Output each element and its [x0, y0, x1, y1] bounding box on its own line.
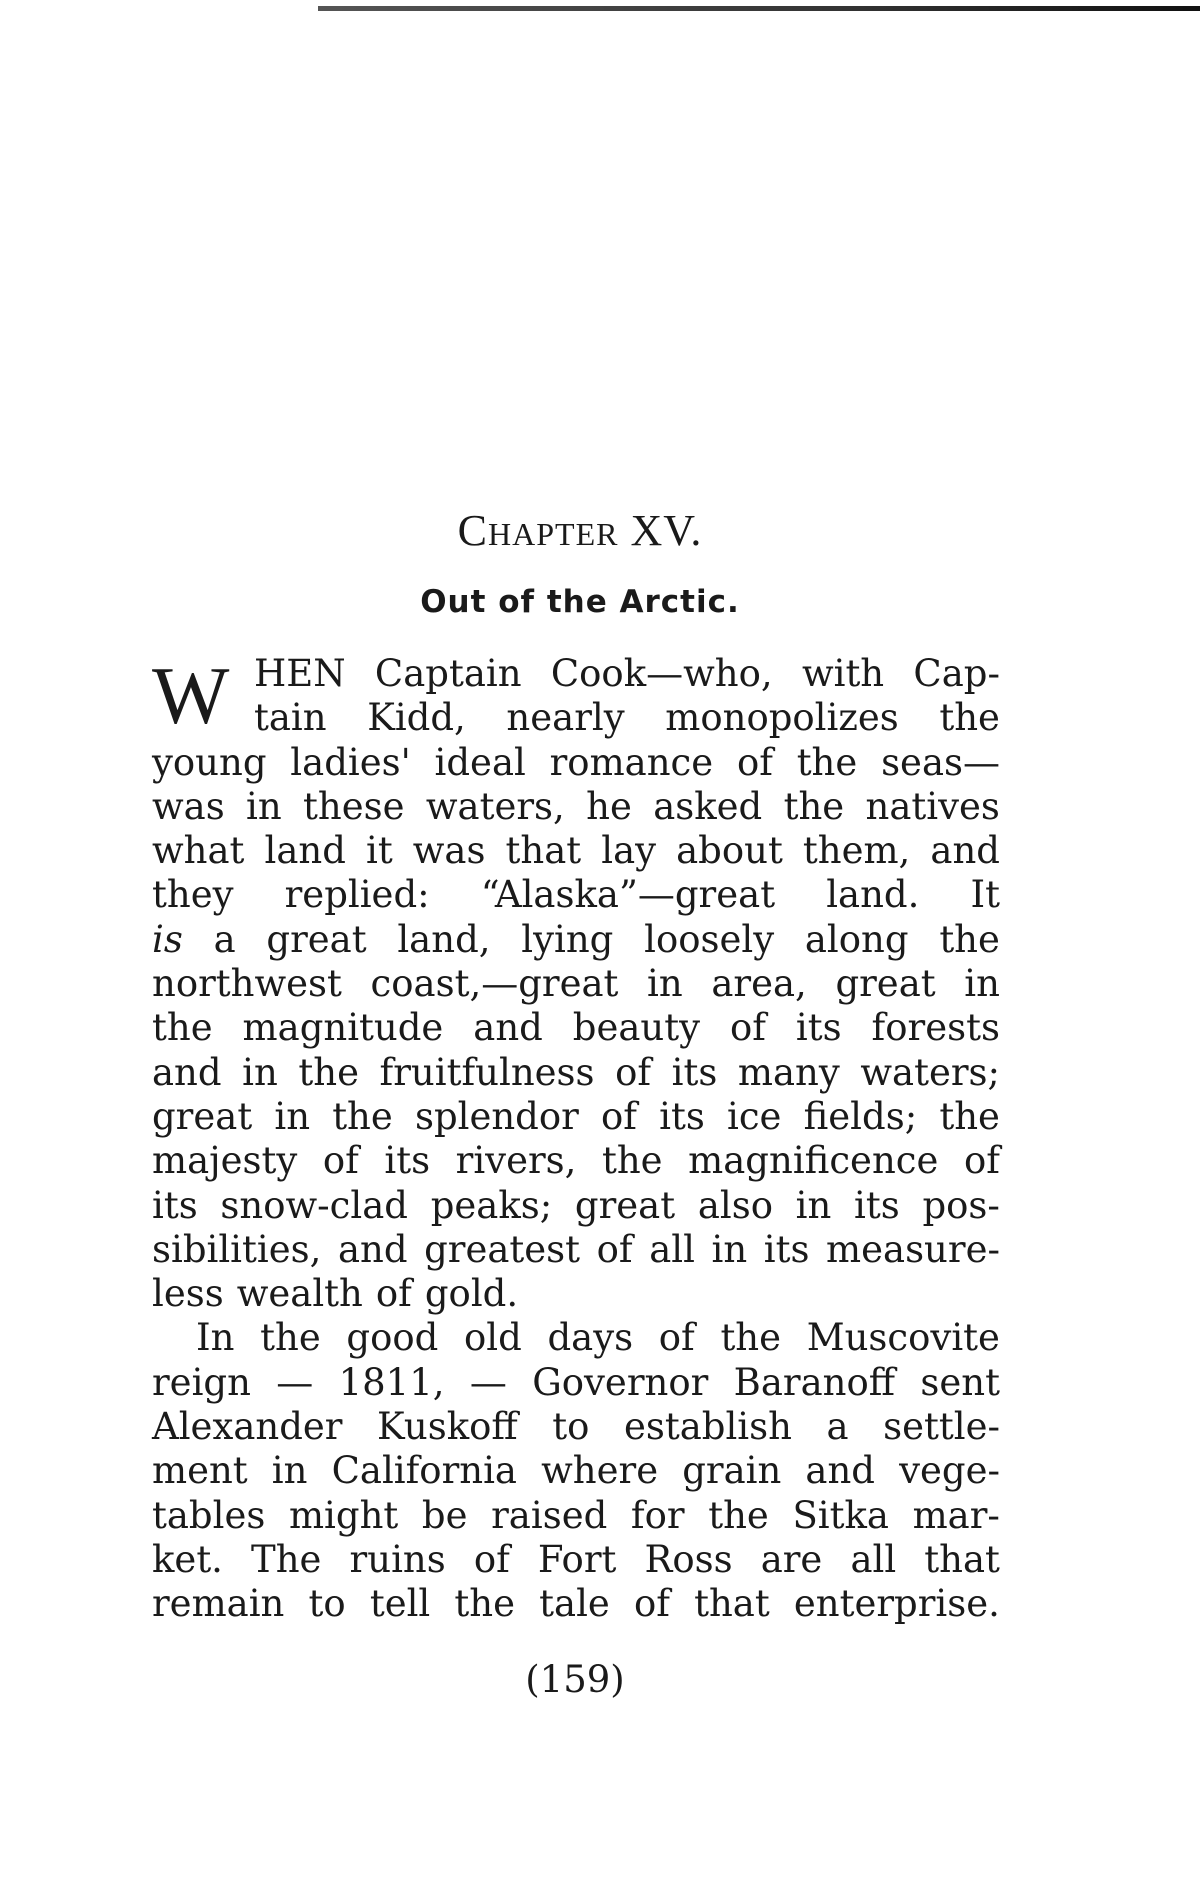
- word: waters;: [860, 1050, 1000, 1094]
- word: majesty: [152, 1139, 298, 1183]
- word: lay: [601, 829, 657, 873]
- text-line: [152, 1449, 1000, 1493]
- word: was: [412, 829, 486, 873]
- word: reign: [152, 1360, 251, 1404]
- word: in: [271, 1449, 308, 1493]
- word: of: [601, 1094, 637, 1138]
- text-line: [152, 1139, 1000, 1183]
- word: in: [647, 962, 683, 1006]
- word: days: [547, 1316, 634, 1360]
- word: beauty: [572, 1006, 701, 1050]
- word: ruins: [349, 1537, 446, 1581]
- text-line: [152, 1316, 1000, 1360]
- word: Ross: [644, 1537, 733, 1581]
- word: tale: [539, 1582, 610, 1626]
- word: the: [796, 740, 858, 784]
- word: Fort: [537, 1537, 617, 1581]
- word: California: [331, 1449, 517, 1493]
- word: in: [274, 1094, 311, 1138]
- word: Captain: [374, 652, 522, 695]
- word: ket.: [152, 1537, 223, 1581]
- word: establish: [623, 1405, 792, 1449]
- word: remain: [152, 1582, 285, 1626]
- word: the: [939, 1094, 1000, 1138]
- word: vege-: [899, 1449, 1000, 1493]
- word: is: [152, 917, 183, 961]
- chapter-body: [152, 652, 1000, 1627]
- word: Alexander: [152, 1405, 343, 1449]
- word: ment: [152, 1449, 248, 1493]
- word: to: [308, 1582, 346, 1626]
- word: that: [694, 1582, 770, 1626]
- drop-cap: W: [152, 650, 230, 741]
- word: land.: [826, 873, 920, 917]
- word: —: [469, 1360, 507, 1404]
- word: its: [152, 1183, 198, 1227]
- word: a: [213, 917, 236, 961]
- text-line: [152, 785, 1000, 829]
- word: in: [711, 1227, 748, 1271]
- word: In: [196, 1316, 235, 1360]
- text-line: [152, 652, 1000, 696]
- word: Sitka: [792, 1493, 889, 1537]
- text-line: [152, 1051, 1000, 1095]
- word: sent: [920, 1360, 1000, 1404]
- word: great: [152, 1094, 253, 1138]
- word: monopolizes: [665, 696, 899, 740]
- word: these: [303, 784, 405, 828]
- word: a: [826, 1405, 849, 1449]
- word: coast,—great: [370, 962, 619, 1006]
- word: in: [242, 1050, 278, 1094]
- word: enterprise.: [793, 1582, 1000, 1626]
- word: The: [251, 1537, 322, 1581]
- word: good: [346, 1316, 439, 1360]
- word: the: [260, 1316, 321, 1360]
- word: its: [671, 1050, 718, 1094]
- word: its: [659, 1094, 705, 1138]
- chapter-numeral: XV.: [630, 506, 703, 555]
- word: about: [676, 829, 783, 873]
- word: “Alaska”—great: [480, 873, 776, 917]
- word: the: [720, 1316, 782, 1360]
- word: was: [152, 784, 225, 828]
- word: mar-: [912, 1493, 1000, 1537]
- word: Kidd,: [367, 696, 466, 740]
- word: of: [658, 1316, 695, 1360]
- word: land,: [397, 917, 491, 961]
- word: of: [596, 1227, 633, 1271]
- word: what: [152, 829, 245, 873]
- word: wealth: [236, 1272, 363, 1316]
- word: It: [970, 873, 1000, 917]
- word: rivers,: [455, 1139, 577, 1183]
- word: of: [633, 1582, 670, 1626]
- top-rule: [318, 6, 1200, 11]
- text-line: [152, 1361, 1000, 1405]
- word: tell: [369, 1582, 431, 1626]
- text-line: [152, 1006, 1000, 1050]
- word: the: [939, 696, 1000, 740]
- word: he: [586, 784, 632, 828]
- word: its: [795, 1006, 842, 1050]
- word: many: [737, 1050, 840, 1094]
- chapter-heading: [0, 505, 1160, 556]
- word: the: [298, 1050, 359, 1094]
- word: greatest: [424, 1227, 581, 1271]
- word: nearly: [506, 696, 625, 740]
- word: the: [454, 1582, 516, 1626]
- word: great: [835, 962, 936, 1006]
- text-line: [152, 1582, 1000, 1626]
- word: magnificence: [688, 1139, 939, 1183]
- word: fruitfulness: [379, 1050, 595, 1094]
- word: raised: [491, 1493, 608, 1537]
- word: northwest: [152, 962, 342, 1006]
- word: asked: [653, 784, 763, 828]
- word: Governor: [532, 1360, 709, 1404]
- word: the: [939, 917, 1000, 961]
- text-line: [152, 873, 1000, 917]
- word: ladies': [290, 740, 411, 784]
- word: also: [697, 1183, 773, 1227]
- word: gold.: [424, 1272, 519, 1316]
- word: of: [963, 1139, 1000, 1183]
- word: all: [850, 1537, 897, 1581]
- word: they: [152, 873, 234, 917]
- text-line: [152, 1538, 1000, 1582]
- word: peaks;: [430, 1183, 553, 1227]
- word: all: [649, 1227, 695, 1271]
- word: —: [276, 1360, 314, 1404]
- text-line: [152, 1405, 1000, 1449]
- word: romance: [549, 740, 714, 784]
- word: Baranoff: [733, 1360, 896, 1404]
- word: magnitude: [242, 1006, 444, 1050]
- word: that: [924, 1537, 1000, 1581]
- word: and: [152, 1050, 222, 1094]
- word: that: [505, 829, 582, 873]
- word: pos-: [922, 1183, 1000, 1227]
- word: settle-: [883, 1405, 1000, 1449]
- text-line: [152, 918, 1000, 962]
- word: its: [384, 1139, 431, 1183]
- word: seas—: [881, 740, 1000, 784]
- word: less: [152, 1272, 224, 1316]
- word: great: [266, 917, 367, 961]
- word: loosely: [644, 917, 775, 961]
- word: splendor: [414, 1094, 579, 1138]
- word: grain: [682, 1449, 782, 1493]
- chapter-label-rest: HAPTER: [488, 516, 619, 552]
- text-line: [152, 1272, 1000, 1316]
- word: its: [763, 1227, 810, 1271]
- word: to: [552, 1405, 590, 1449]
- text-line: [152, 829, 1000, 873]
- chapter-label-initial: C: [457, 506, 488, 555]
- word: great: [574, 1183, 676, 1227]
- word: natives: [865, 784, 1000, 828]
- word: HEN: [254, 652, 346, 695]
- word: forests: [871, 1006, 1000, 1050]
- word: its: [854, 1183, 900, 1227]
- word: lying: [521, 917, 614, 961]
- word: and: [805, 1449, 875, 1493]
- word: tables: [152, 1493, 266, 1537]
- word: 1811,: [338, 1360, 445, 1404]
- text-line: [152, 962, 1000, 1006]
- word: tain: [254, 696, 327, 740]
- text-line: [152, 696, 1000, 740]
- text-line: [152, 1184, 1000, 1228]
- word: with: [801, 652, 885, 695]
- word: the: [152, 1006, 213, 1050]
- word: and: [473, 1006, 543, 1050]
- word: the: [708, 1493, 769, 1537]
- word: in: [246, 784, 282, 828]
- word: the: [601, 1139, 663, 1183]
- word: Cook—who,: [550, 652, 773, 695]
- word: and: [930, 829, 1000, 873]
- word: snow-clad: [220, 1183, 408, 1227]
- word: of: [729, 1006, 766, 1050]
- word: of: [615, 1050, 652, 1094]
- word: might: [288, 1493, 399, 1537]
- text-line: [152, 1228, 1000, 1272]
- word: measure-: [826, 1227, 1000, 1271]
- text-line: [152, 1494, 1000, 1538]
- word: Cap-: [913, 652, 1000, 695]
- word: the: [332, 1094, 393, 1138]
- word: sibilities,: [152, 1227, 322, 1271]
- word: are: [760, 1537, 823, 1581]
- word: in: [964, 962, 1000, 1006]
- word: along: [804, 917, 909, 961]
- word: of: [322, 1139, 359, 1183]
- chapter-subtitle: Out of the Arctic.: [420, 584, 740, 620]
- word: ice: [727, 1094, 782, 1138]
- word: be: [421, 1493, 468, 1537]
- word: young: [152, 740, 267, 784]
- word: in: [795, 1183, 832, 1227]
- word: ideal: [434, 740, 526, 784]
- word: for: [630, 1493, 685, 1537]
- word: it: [365, 829, 393, 873]
- word: area,: [711, 962, 807, 1006]
- word: them,: [802, 829, 911, 873]
- text-line: [152, 1095, 1000, 1139]
- word: Muscovite: [806, 1316, 1000, 1360]
- word: of: [473, 1537, 510, 1581]
- word: of: [375, 1272, 412, 1316]
- word: Kuskoff: [377, 1405, 518, 1449]
- word: replied:: [284, 873, 430, 917]
- text-line: [152, 741, 1000, 785]
- page-number: (159): [525, 1658, 625, 1701]
- word: land: [264, 829, 346, 873]
- word: fields;: [803, 1094, 918, 1138]
- word: waters,: [425, 784, 565, 828]
- word: old: [464, 1316, 522, 1360]
- word: of: [736, 740, 773, 784]
- word: and: [337, 1227, 408, 1271]
- word: where: [541, 1449, 659, 1493]
- word: the: [783, 784, 845, 828]
